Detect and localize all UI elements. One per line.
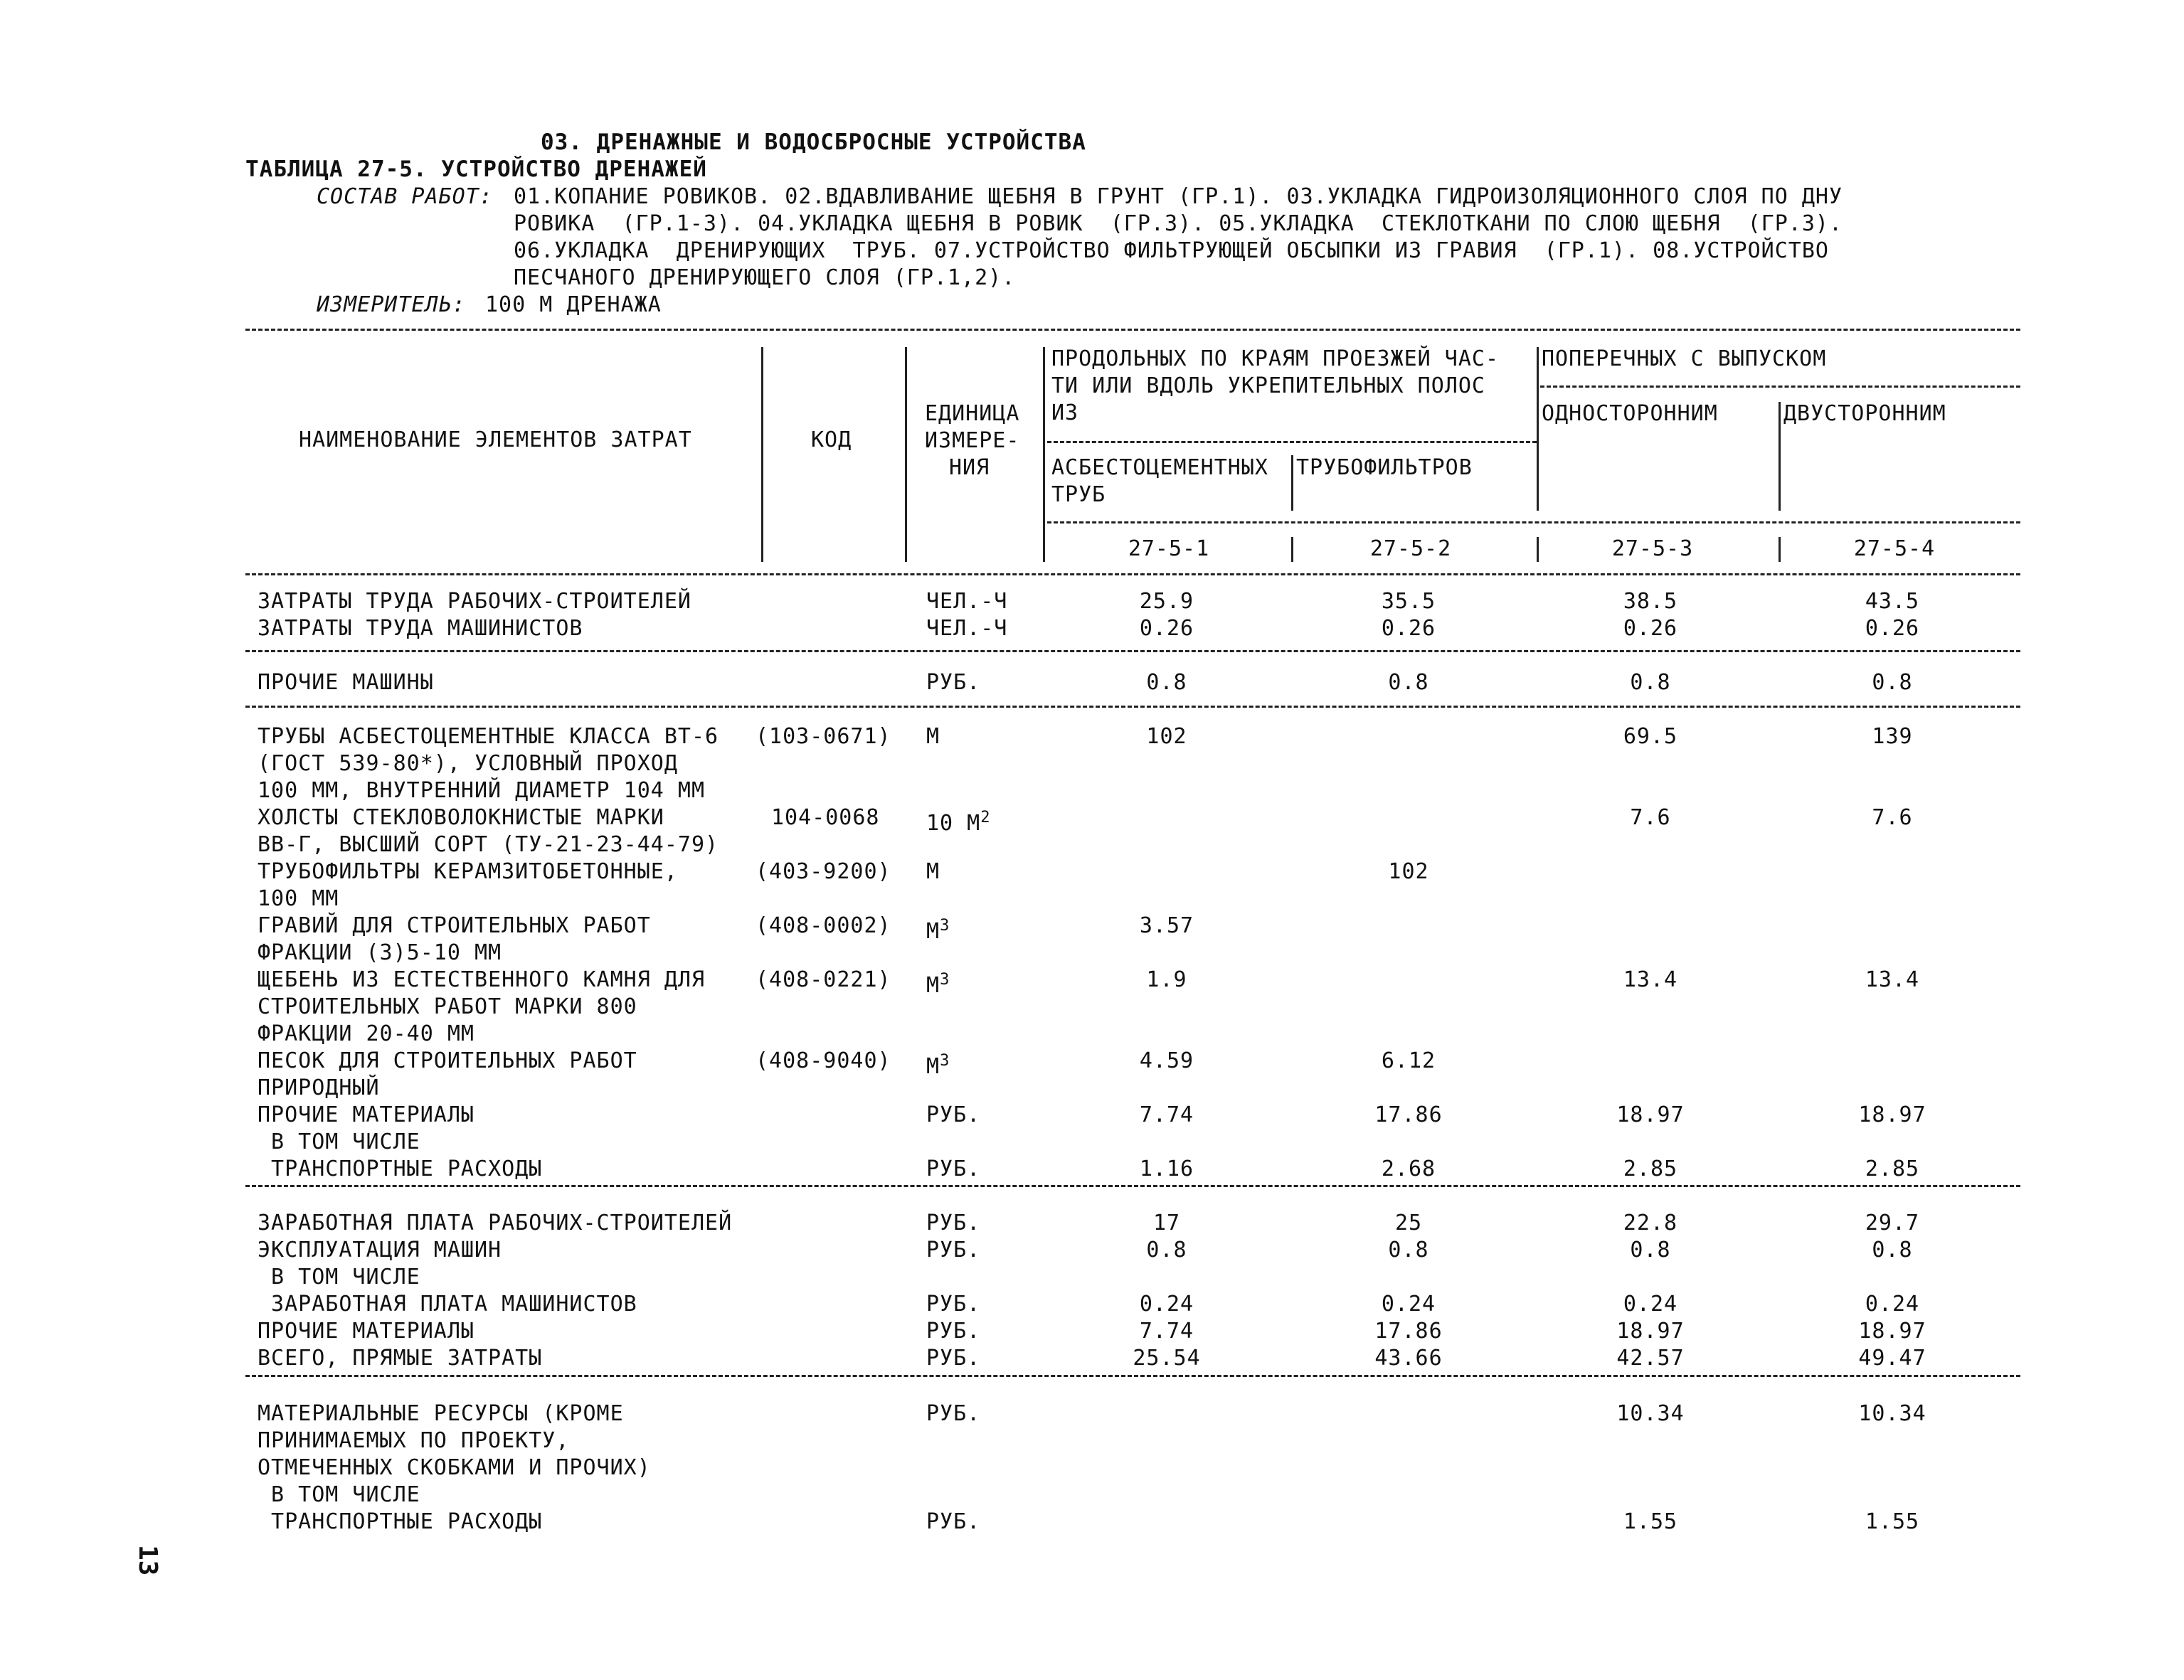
header-one-sided: ОДНОСТОРОННИМ: [1542, 401, 1718, 426]
row-name: МАТЕРИАЛЬНЫЕ РЕСУРСЫ (КРОМЕ: [258, 1401, 624, 1426]
row-value-1: 0.24: [1139, 1292, 1194, 1317]
header-divider: [1779, 537, 1781, 562]
row-value-3: 13.4: [1623, 967, 1678, 992]
row-value-4: 43.5: [1865, 589, 1920, 614]
row-value-3: 0.8: [1630, 1238, 1671, 1262]
row-name: ПРОЧИЕ МАШИНЫ: [258, 670, 434, 695]
row-value-2: 0.26: [1381, 616, 1436, 641]
header-inner-rule: [1540, 386, 2020, 388]
header-name-col: НАИМЕНОВАНИЕ ЭЛЕМЕНТОВ ЗАТРАТ: [299, 427, 692, 452]
row-name: ОТМЕЧЕННЫХ СКОБКАМИ И ПРОЧИХ): [258, 1455, 651, 1480]
row-value-4: 18.97: [1858, 1319, 1926, 1344]
row-value-3: 69.5: [1623, 724, 1678, 749]
row-value-3: 0.8: [1630, 670, 1671, 695]
row-value-1: 0.8: [1146, 670, 1187, 695]
section-title: 03. ДРЕНАЖНЫЕ И ВОДОСБРОСНЫЕ УСТРОЙСТВА: [541, 129, 1086, 155]
row-value-2: 0.8: [1388, 670, 1429, 695]
row-name: ЗАТРАТЫ ТРУДА РАБОЧИХ-СТРОИТЕЛЕЙ: [258, 589, 691, 614]
header-asbestos-1: АСБЕСТОЦЕМЕНТНЫХ: [1051, 455, 1268, 480]
row-code: 104-0068: [771, 805, 880, 830]
row-value-2: 6.12: [1381, 1048, 1436, 1073]
row-unit: РУБ.: [926, 1401, 981, 1426]
row-unit: 10 $М^2$: [926, 809, 991, 836]
row-unit: М: [926, 724, 940, 749]
row-value-4: 2.85: [1865, 1157, 1920, 1181]
row-value-1: 0.8: [1146, 1238, 1187, 1262]
row-value-3: 2.85: [1623, 1157, 1678, 1181]
composition-label: СОСТАВ РАБОТ:: [317, 184, 493, 209]
row-value-3: 0.26: [1623, 616, 1678, 641]
row-value-4: 0.24: [1865, 1292, 1920, 1317]
row-value-3: 42.57: [1616, 1346, 1685, 1371]
row-unit: ЧЕЛ.-Ч: [926, 589, 1008, 614]
row-name: ВВ-Г, ВЫСШИЙ СОРТ (ТУ-21-23-44-79): [258, 832, 719, 857]
row-code: (408-0221): [756, 967, 891, 992]
row-value-4: 29.7: [1865, 1211, 1920, 1235]
row-value-4: 49.47: [1858, 1346, 1926, 1371]
row-unit: РУБ.: [926, 1102, 981, 1127]
row-unit: РУБ.: [926, 1157, 981, 1181]
header-divider: [1537, 347, 1539, 511]
row-unit: $М^3$: [926, 971, 950, 998]
composition-line-4: ПЕСЧАНОГО ДРЕНИРУЮЩЕГО СЛОЯ (ГР.1,2).: [514, 265, 1016, 290]
header-divider: [1291, 537, 1293, 562]
row-value-3: 18.97: [1616, 1319, 1685, 1344]
meter-label: ИЗМЕРИТЕЛЬ:: [317, 292, 466, 317]
row-unit: РУБ.: [926, 1509, 981, 1534]
row-code: (408-9040): [756, 1048, 891, 1073]
header-divider: [1043, 347, 1045, 562]
row-name: ЗАТРАТЫ ТРУДА МАШИНИСТОВ: [258, 616, 583, 641]
row-value-4: 0.26: [1865, 616, 1920, 641]
row-value-2: 17.86: [1374, 1319, 1443, 1344]
group-rule: [245, 706, 2020, 708]
row-value-2: 25: [1394, 1211, 1423, 1235]
row-value-1: 25.9: [1139, 589, 1194, 614]
row-name: ПРОЧИЕ МАТЕРИАЛЫ: [258, 1319, 475, 1344]
row-value-1: 7.74: [1139, 1102, 1194, 1127]
header-unit-col-3: НИЯ: [949, 455, 990, 480]
row-name: ЗАРАБОТНАЯ ПЛАТА МАШИНИСТОВ: [258, 1292, 637, 1317]
row-name: ТРУБЫ АСБЕСТОЦЕМЕНТНЫЕ КЛАССА ВТ-6: [258, 724, 719, 749]
row-unit: РУБ.: [926, 1292, 981, 1317]
row-code: (403-9200): [756, 859, 891, 884]
row-code: (103-0671): [756, 724, 891, 749]
composition-line-1: 01.КОПАНИЕ РОВИКОВ. 02.ВДАВЛИВАНИЕ ЩЕБНЯ В ГРУНТ (ГР.1). 03.УКЛАДКА ГИДРОИЗОЛЯЦИОННОГО СЛОЯ ПО ДНУ: [514, 184, 1843, 209]
header-transverse: ПОПЕРЕЧНЫХ С ВЫПУСКОМ: [1542, 346, 1827, 371]
group-rule: [245, 650, 2020, 652]
header-divider: [905, 347, 907, 562]
row-value-4: 139: [1872, 724, 1913, 749]
row-value-2: 17.86: [1374, 1102, 1443, 1127]
row-value-1: 25.54: [1133, 1346, 1201, 1371]
row-name: ФРАКЦИИ (3)5-10 ММ: [258, 940, 502, 965]
header-divider: [1779, 402, 1781, 511]
header-divider: [761, 347, 763, 562]
row-value-4: 0.8: [1872, 670, 1913, 695]
column-code-4: 27-5-4: [1853, 536, 1936, 561]
row-code: (408-0002): [756, 913, 891, 938]
row-name: В ТОМ ЧИСЛЕ: [258, 1265, 420, 1290]
header-unit-col-1: ЕДИНИЦА: [925, 401, 1020, 426]
row-value-2: 35.5: [1381, 589, 1436, 614]
row-name: ПРОЧИЕ МАТЕРИАЛЫ: [258, 1102, 475, 1127]
row-name: СТРОИТЕЛЬНЫХ РАБОТ МАРКИ 800: [258, 994, 637, 1019]
header-divider: [1537, 537, 1539, 562]
row-unit: РУБ.: [926, 1319, 981, 1344]
table-title: ТАБЛИЦА 27-5. УСТРОЙСТВО ДРЕНАЖЕЙ: [245, 156, 707, 182]
header-tubefilter: ТРУБОФИЛЬТРОВ: [1296, 455, 1473, 480]
row-value-4: 0.8: [1872, 1238, 1913, 1262]
column-code-2: 27-5-2: [1369, 536, 1452, 561]
header-two-sided: ДВУСТОРОННИМ: [1783, 401, 1946, 426]
row-value-1: 17: [1152, 1211, 1181, 1235]
column-code-3: 27-5-3: [1611, 536, 1694, 561]
page-number: 13: [133, 1545, 162, 1576]
row-name: ТРУБОФИЛЬТРЫ КЕРАМЗИТОБЕТОННЫЕ,: [258, 859, 678, 884]
row-name: ЭКСПЛУАТАЦИЯ МАШИН: [258, 1238, 502, 1262]
row-value-1: 7.74: [1139, 1319, 1194, 1344]
row-name: ТРАНСПОРТНЫЕ РАСХОДЫ: [258, 1157, 543, 1181]
row-value-3: 18.97: [1616, 1102, 1685, 1127]
row-value-3: 10.34: [1616, 1401, 1685, 1426]
column-code-1: 27-5-1: [1128, 536, 1210, 561]
composition-line-3: 06.УКЛАДКА ДРЕНИРУЮЩИХ ТРУБ. 07.УСТРОЙСТВО ФИЛЬТРУЮЩЕЙ ОБСЫПКИ ИЗ ГРАВИЯ (ГР.1). 08.УСТРОЙСТВО: [514, 238, 1829, 263]
row-name: ХОЛСТЫ СТЕКЛОВОЛОКНИСТЫЕ МАРКИ: [258, 805, 664, 830]
row-value-1: 3.57: [1139, 913, 1194, 938]
row-name: ВСЕГО, ПРЯМЫЕ ЗАТРАТЫ: [258, 1346, 543, 1371]
row-value-3: 38.5: [1623, 589, 1678, 614]
row-name: ПЕСОК ДЛЯ СТРОИТЕЛЬНЫХ РАБОТ: [258, 1048, 637, 1073]
row-name: ЗАРАБОТНАЯ ПЛАТА РАБОЧИХ-СТРОИТЕЛЕЙ: [258, 1211, 733, 1235]
row-name: В ТОМ ЧИСЛЕ: [258, 1129, 420, 1154]
row-value-3: 0.24: [1623, 1292, 1678, 1317]
row-name: 100 ММ, ВНУТРЕННИЙ ДИАМЕТР 104 ММ: [258, 778, 706, 803]
row-name: В ТОМ ЧИСЛЕ: [258, 1482, 420, 1507]
row-unit: РУБ.: [926, 1211, 981, 1235]
row-name: ПРИНИМАЕМЫХ ПО ПРОЕКТУ,: [258, 1428, 570, 1453]
row-name: 100 ММ: [258, 886, 339, 911]
group-rule: [245, 1185, 2020, 1187]
row-value-4: 18.97: [1858, 1102, 1926, 1127]
header-unit-col-2: ИЗМЕРЕ-: [925, 428, 1020, 453]
row-value-4: 7.6: [1872, 805, 1913, 830]
row-value-4: 13.4: [1865, 967, 1920, 992]
row-value-4: 10.34: [1858, 1401, 1926, 1426]
row-unit: М: [926, 859, 940, 884]
row-value-2: 102: [1388, 859, 1429, 884]
row-name: ФРАКЦИИ 20-40 ММ: [258, 1021, 475, 1046]
row-name: ЩЕБЕНЬ ИЗ ЕСТЕСТВЕННОГО КАМНЯ ДЛЯ: [258, 967, 706, 992]
row-value-1: 4.59: [1139, 1048, 1194, 1073]
header-bottom-rule: [245, 573, 2020, 575]
row-unit: ЧЕЛ.-Ч: [926, 616, 1008, 641]
row-name: (ГОСТ 539-80*), УСЛОВНЫЙ ПРОХОД: [258, 751, 678, 776]
row-value-2: 0.24: [1381, 1292, 1436, 1317]
row-unit: $М^3$: [926, 917, 950, 944]
row-value-2: 0.8: [1388, 1238, 1429, 1262]
row-unit: РУБ.: [926, 1238, 981, 1262]
header-top-rule: [245, 329, 2020, 331]
header-code-col: КОД: [811, 427, 852, 452]
header-longitudinal-1: ПРОДОЛЬНЫХ ПО КРАЯМ ПРОЕЗЖЕЙ ЧАС-: [1051, 346, 1500, 371]
row-value-1: 1.16: [1139, 1157, 1194, 1181]
row-value-3: 7.6: [1630, 805, 1671, 830]
row-value-4: 1.55: [1865, 1509, 1920, 1534]
row-name: ГРАВИЙ ДЛЯ СТРОИТЕЛЬНЫХ РАБОТ: [258, 913, 651, 938]
row-unit: $М^3$: [926, 1052, 950, 1079]
meter-value: 100 М ДРЕНАЖА: [485, 292, 662, 317]
header-divider: [1291, 455, 1293, 511]
row-name: ТРАНСПОРТНЫЕ РАСХОДЫ: [258, 1509, 543, 1534]
composition-line-2: РОВИКА (ГР.1-3). 04.УКЛАДКА ЩЕБНЯ В РОВИК (ГР.3). 05.УКЛАДКА СТЕКЛОТКАНИ ПО СЛОЮ ЩЕБНЯ (ГР.3).: [514, 211, 1843, 236]
header-inner-rule: [1047, 521, 2020, 523]
row-value-2: 2.68: [1381, 1157, 1436, 1181]
header-asbestos-2: ТРУБ: [1051, 482, 1106, 507]
row-unit: РУБ.: [926, 1346, 981, 1371]
row-value-1: 0.26: [1139, 616, 1194, 641]
row-name: ПРИРОДНЫЙ: [258, 1075, 380, 1100]
header-longitudinal-2: ТИ ИЛИ ВДОЛЬ УКРЕПИТЕЛЬНЫХ ПОЛОС: [1051, 373, 1485, 398]
row-value-1: 102: [1146, 724, 1187, 749]
row-unit: РУБ.: [926, 670, 981, 695]
row-value-3: 22.8: [1623, 1211, 1678, 1235]
row-value-2: 43.66: [1374, 1346, 1443, 1371]
header-inner-rule: [1047, 441, 1537, 443]
group-rule: [245, 1375, 2020, 1377]
row-value-3: 1.55: [1623, 1509, 1678, 1534]
row-value-1: 1.9: [1146, 967, 1187, 992]
header-longitudinal-3: ИЗ: [1051, 400, 1079, 425]
